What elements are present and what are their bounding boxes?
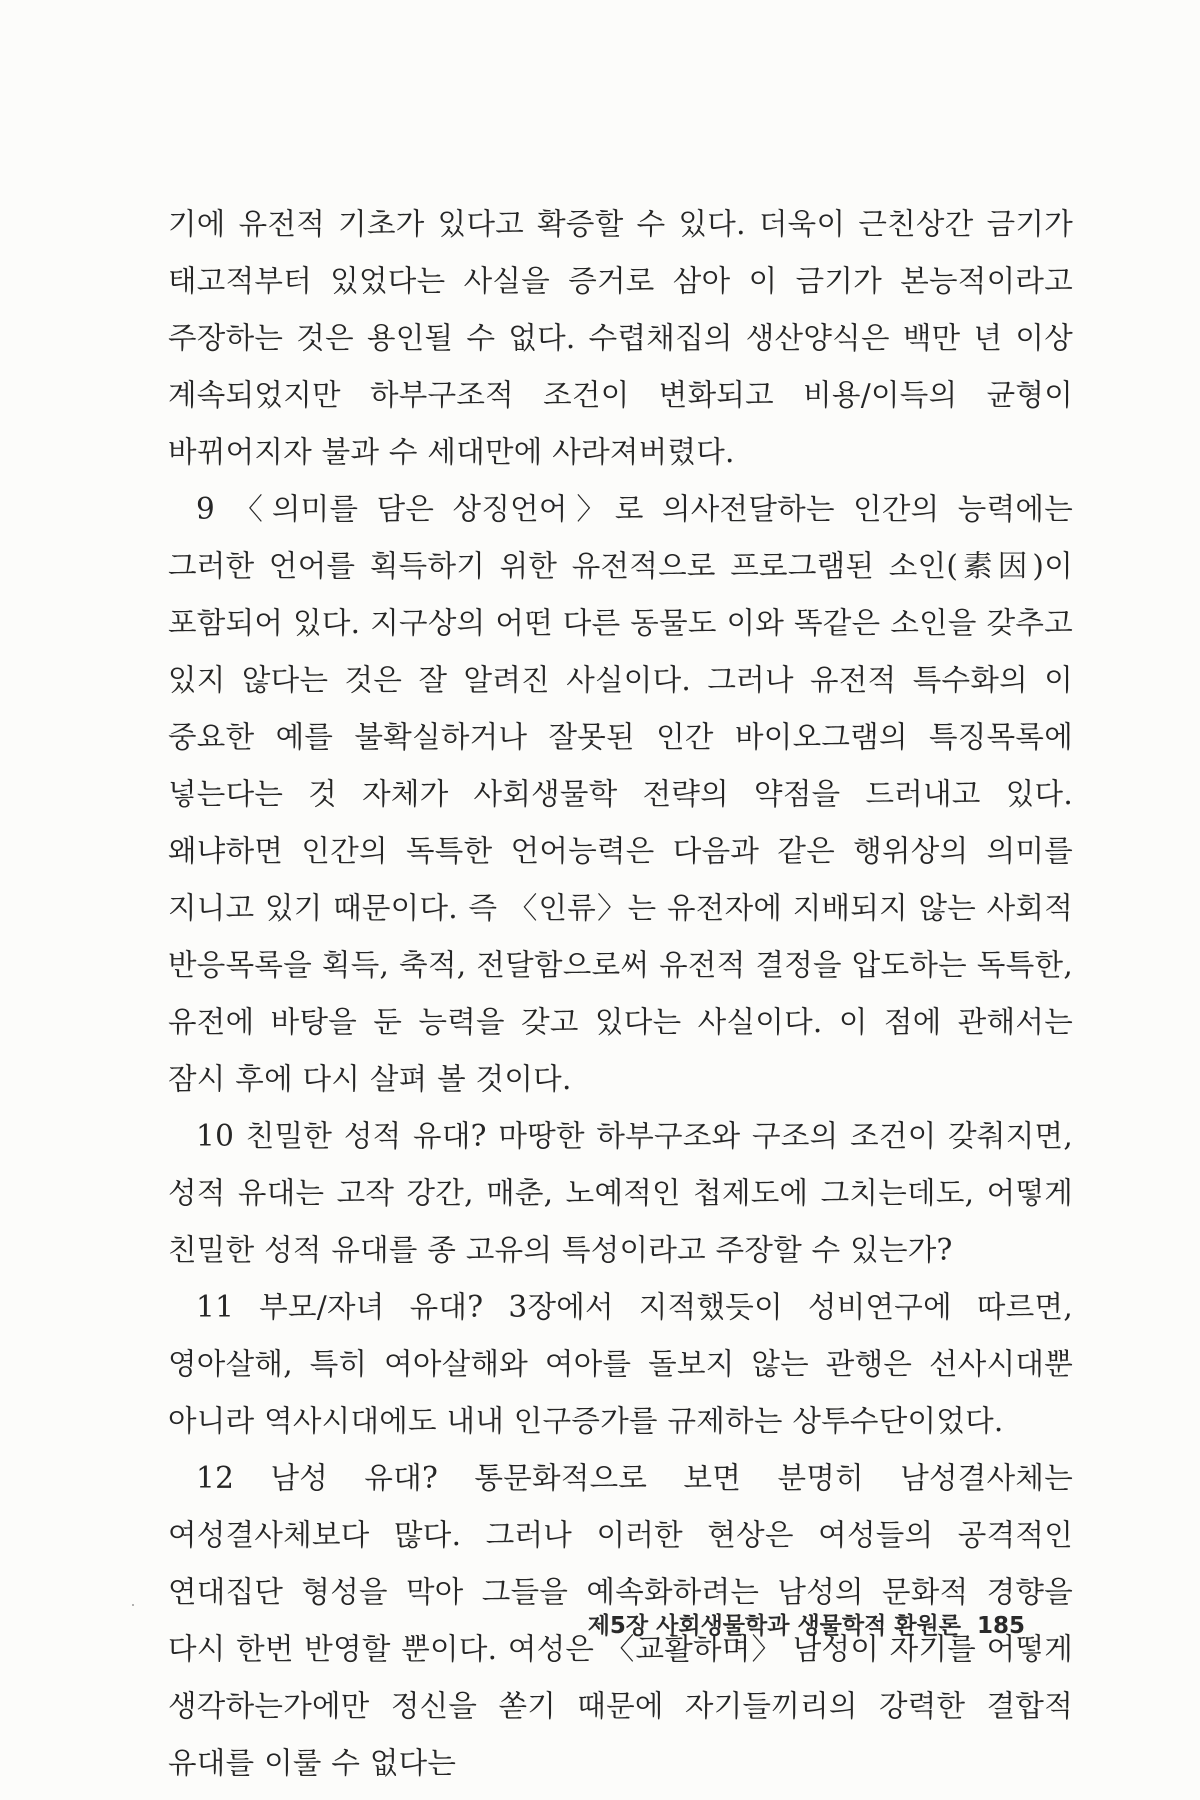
paragraph-1: 기에 유전적 기초가 있다고 확증할 수 있다. 더욱이 근친상간 금기가 태고적부터 있었다는 사실을 증거로 삼아 이 금기가 본능적이라고 주장하는 것은 용인될 수 없다. 수렵채집의 생산양식은 백만 년 이상 계속되었지만 하부구조적 조건이 변화되고 비용/이득의 균형이 바뀌어지자 불과 수 세대만에 사라져버렸다. — [168, 207, 1073, 469]
paragraph-note-12: 12 남성 유대? 통문화적으로 보면 분명히 남성결사체는 여성결사체보다 많다. 그러나 이러한 현상은 여성들의 공격적인 연대집단 형성을 막아 그들을 예속화하려는 남성의 문화적 경향을 다시 한번 반영할 뿐이다. 여성은 〈교활하며〉 남성이 자기를 어떻게 생각하는가에만 정신을 쏟기 때문에 자기들끼리의 강력한 결합적 유대를 이룰 수 없다는 — [168, 1461, 1073, 1780]
paragraph-note-10: 10 친밀한 성적 유대? 마땅한 하부구조와 구조의 조건이 갖춰지면, 성적 유대는 고작 강간, 매춘, 노예적인 첩제도에 그치는데도, 어떻게 친밀한 성적 유대를 종 고유의 특성이라고 주장할 수 있는가? — [168, 1119, 1073, 1267]
running-footer — [588, 1607, 1025, 1640]
paragraph-note-11: 11 부모/자녀 유대? 3장에서 지적했듯이 성비연구에 따르면, 영아살해, 특히 여아살해와 여아를 돌보지 않는 관행은 선사시대뿐 아니라 역사시대에도 내내 인구증가를 규제하는 상투수단이었다. — [168, 1290, 1073, 1438]
body-text — [168, 196, 1073, 1792]
page-number: 185 — [976, 1613, 1025, 1639]
chapter-title: 제5장 사회생물학과 생물학적 환원론 — [587, 1613, 961, 1639]
scan-speck — [132, 1604, 134, 1606]
paragraph-note-9: 9 〈의미를 담은 상징언어〉로 의사전달하는 인간의 능력에는 그러한 언어를 획득하기 위한 유전적으로 프로그램된 소인(素因)이 포함되어 있다. 지구상의 어떤 다른 동물도 이와 똑같은 소인을 갖추고 있지 않다는 것은 잘 알려진 사실이다. 그러나 유전적 특수화의 이 중요한 예를 불확실하거나 잘못된 인간 바이오그램의 특징목록에 넣는다는 것 자체가 사회생물학 전략의 약점을 드러내고 있다. 왜냐하면 인간의 독특한 언어능력은 다음과 같은 행위상의 의미를 지니고 있기 때문이다. 즉 〈인류〉는 유전자에 지배되지 않는 사회적 반응목록을 획득, 축적, 전달함으로써 유전적 결정을 압도하는 독특한, 유전에 바탕을 둔 능력을 갖고 있다는 사실이다. 이 점에 관해서는 잠시 후에 다시 살펴 볼 것이다. — [168, 492, 1073, 1096]
